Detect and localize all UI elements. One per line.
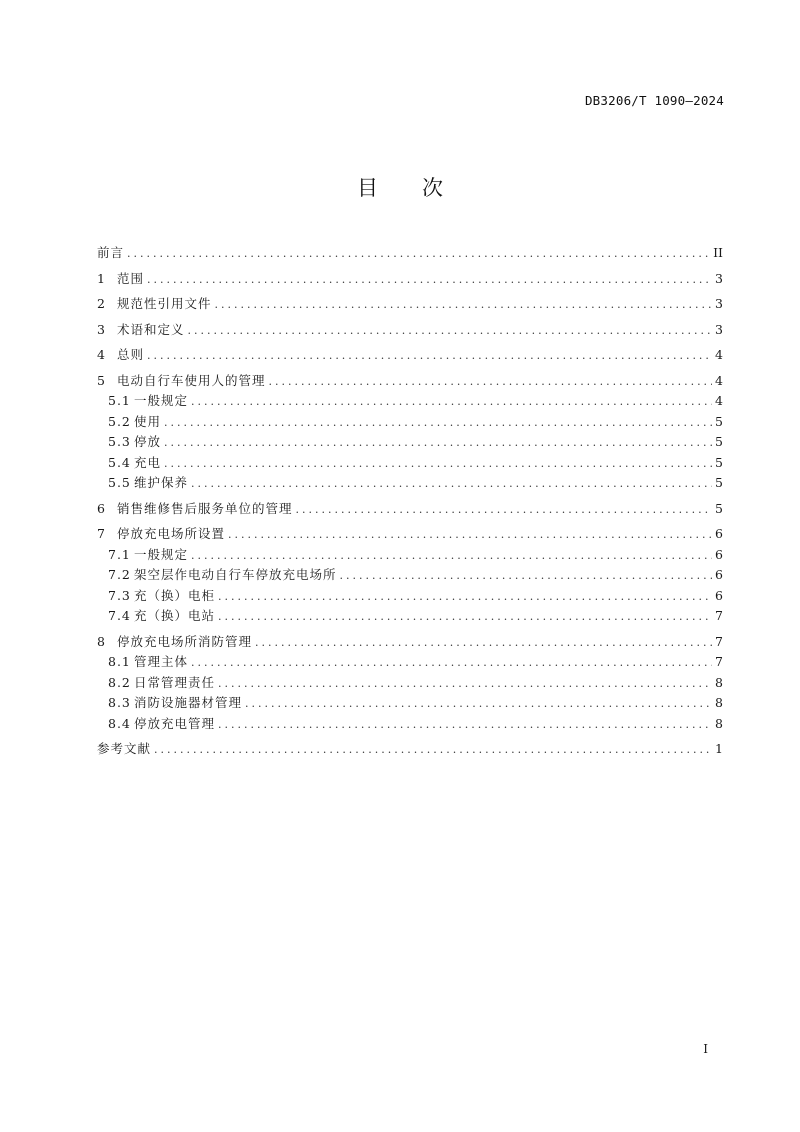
- toc-entry-label: 充（换）电站: [134, 608, 216, 623]
- toc-entry-label: 参考文献: [97, 741, 152, 756]
- toc-entry[interactable]: [97, 606, 723, 627]
- toc-entry-number: 4: [97, 347, 105, 362]
- toc-entry[interactable]: [97, 269, 723, 290]
- toc-entry-number: 6: [97, 500, 105, 516]
- dot-leader: [154, 740, 712, 760]
- toc-entry-page: 8: [715, 715, 723, 731]
- toc-entry-number: 8.2: [108, 674, 131, 690]
- dot-leader: [188, 321, 712, 341]
- toc-entry[interactable]: [97, 524, 723, 545]
- toc-entry-number: 8.3: [108, 695, 131, 710]
- toc-entry-label: 停放充电场所消防管理: [117, 633, 253, 649]
- table-of-contents: [97, 243, 723, 760]
- toc-entry-label: 充（换）电柜: [134, 587, 216, 603]
- toc-entry[interactable]: [97, 565, 723, 586]
- toc-entry-number: 1: [97, 270, 105, 286]
- toc-entry-label: 一般规定: [134, 546, 189, 562]
- dot-leader: [255, 633, 712, 653]
- toc-entry[interactable]: [97, 545, 723, 566]
- dot-leader: [164, 454, 712, 474]
- toc-entry-label: 电动自行车使用人的管理: [117, 372, 266, 388]
- dot-leader: [127, 244, 710, 264]
- toc-entry-page: II: [713, 245, 723, 260]
- toc-entry-label: 消防设施器材管理: [134, 695, 243, 710]
- toc-entry-page: 4: [715, 347, 723, 362]
- toc-entry-label: 销售维修售后服务单位的管理: [117, 500, 293, 516]
- toc-entry[interactable]: [97, 453, 723, 474]
- toc-entry-number: 7.3: [108, 587, 131, 603]
- toc-entry-label: 范围: [117, 270, 145, 286]
- toc-entry[interactable]: [97, 320, 723, 341]
- toc-entry-page: 7: [715, 633, 723, 649]
- toc-entry[interactable]: [97, 345, 723, 366]
- dot-leader: [147, 270, 712, 290]
- toc-entry-page: 4: [715, 372, 723, 388]
- toc-entry-page: 7: [715, 654, 723, 669]
- toc-entry-number: 3: [97, 321, 105, 337]
- toc-entry[interactable]: [97, 391, 723, 412]
- toc-entry-page: 6: [715, 546, 723, 562]
- dot-leader: [269, 372, 712, 392]
- toc-entry-label: 停放充电场所设置: [117, 526, 226, 541]
- dot-leader: [218, 715, 712, 735]
- toc-title: [0, 172, 800, 202]
- toc-entry-page: 6: [715, 587, 723, 603]
- toc-entry-page: 5: [715, 434, 723, 449]
- dot-leader: [191, 474, 712, 494]
- toc-entry-label: 日常管理责任: [134, 674, 216, 690]
- toc-entry-number: 5.3: [108, 434, 131, 449]
- toc-entry-label: 充电: [134, 454, 162, 470]
- dot-leader: [245, 694, 712, 714]
- toc-entry-label: 停放充电管理: [134, 715, 216, 731]
- toc-entry[interactable]: [97, 294, 723, 315]
- toc-entry-page: 5: [715, 500, 723, 516]
- dot-leader: [340, 566, 712, 586]
- toc-entry-label: 管理主体: [134, 654, 189, 669]
- toc-entry[interactable]: [97, 432, 723, 453]
- toc-entry-label: 规范性引用文件: [117, 296, 212, 311]
- dot-leader: [191, 392, 712, 412]
- toc-title-char-2: 次: [422, 176, 443, 200]
- toc-entry-number: 5.2: [108, 413, 131, 429]
- toc-entry[interactable]: [97, 473, 723, 494]
- toc-entry-page: 5: [715, 475, 723, 490]
- toc-entry-number: 8: [97, 633, 105, 649]
- dot-leader: [191, 546, 712, 566]
- toc-entry-number: 7.4: [108, 608, 131, 623]
- toc-entry[interactable]: [97, 243, 723, 264]
- toc-entry-number: 7: [97, 526, 105, 541]
- toc-entry-number: 7.2: [108, 567, 131, 582]
- toc-entry[interactable]: [97, 714, 723, 735]
- toc-entry-label: 前言: [97, 245, 125, 260]
- toc-entry-number: 5.5: [108, 475, 131, 490]
- toc-entry-page: 3: [715, 270, 723, 286]
- toc-entry[interactable]: [97, 693, 723, 714]
- toc-entry-label: 架空层作电动自行车停放充电场所: [134, 567, 337, 582]
- toc-entry[interactable]: [97, 632, 723, 653]
- dot-leader: [296, 500, 712, 520]
- toc-entry-number: 8.1: [108, 654, 131, 669]
- toc-entry-page: 5: [715, 454, 723, 470]
- toc-entry-number: 5.4: [108, 454, 131, 470]
- dot-leader: [218, 587, 712, 607]
- toc-entry[interactable]: [97, 652, 723, 673]
- toc-entry-page: 1: [715, 741, 723, 756]
- dot-leader: [164, 433, 712, 453]
- toc-entry-number: 5.1: [108, 393, 131, 408]
- toc-entry[interactable]: [97, 412, 723, 433]
- toc-entry-label: 一般规定: [134, 393, 189, 408]
- toc-entry-label: 使用: [134, 413, 162, 429]
- dot-leader: [164, 413, 712, 433]
- dot-leader: [215, 295, 712, 315]
- toc-entry-label: 维护保养: [134, 475, 189, 490]
- toc-entry[interactable]: [97, 673, 723, 694]
- toc-entry-page: 5: [715, 413, 723, 429]
- toc-entry-number: 5: [97, 372, 105, 388]
- toc-entry-page: 8: [715, 674, 723, 690]
- dot-leader: [191, 653, 712, 673]
- toc-entry-page: 4: [715, 393, 723, 408]
- toc-entry-number: 8.4: [108, 715, 131, 731]
- toc-entry-page: 6: [715, 567, 723, 582]
- toc-entry[interactable]: [97, 371, 723, 392]
- dot-leader: [228, 525, 712, 545]
- toc-entry-label: 术语和定义: [117, 321, 185, 337]
- dot-leader: [218, 674, 712, 694]
- dot-leader: [218, 607, 712, 627]
- toc-entry-page: 8: [715, 695, 723, 710]
- toc-entry-label: 总则: [117, 347, 145, 362]
- toc-entry-number: 2: [97, 296, 105, 311]
- toc-entry-page: 3: [715, 296, 723, 311]
- toc-entry-page: 6: [715, 526, 723, 541]
- toc-entry-page: 3: [715, 321, 723, 337]
- page-number: I: [703, 1042, 708, 1056]
- toc-entry-label: 停放: [134, 434, 162, 449]
- toc-entry[interactable]: [97, 499, 723, 520]
- toc-title-char-1: 目: [357, 176, 378, 200]
- toc-entry[interactable]: [97, 586, 723, 607]
- toc-entry-page: 7: [715, 608, 723, 623]
- toc-entry[interactable]: [97, 739, 723, 760]
- dot-leader: [147, 346, 712, 366]
- standard-code: DB3206/T 1090—2024: [584, 93, 724, 108]
- toc-entry-number: 7.1: [108, 546, 131, 562]
